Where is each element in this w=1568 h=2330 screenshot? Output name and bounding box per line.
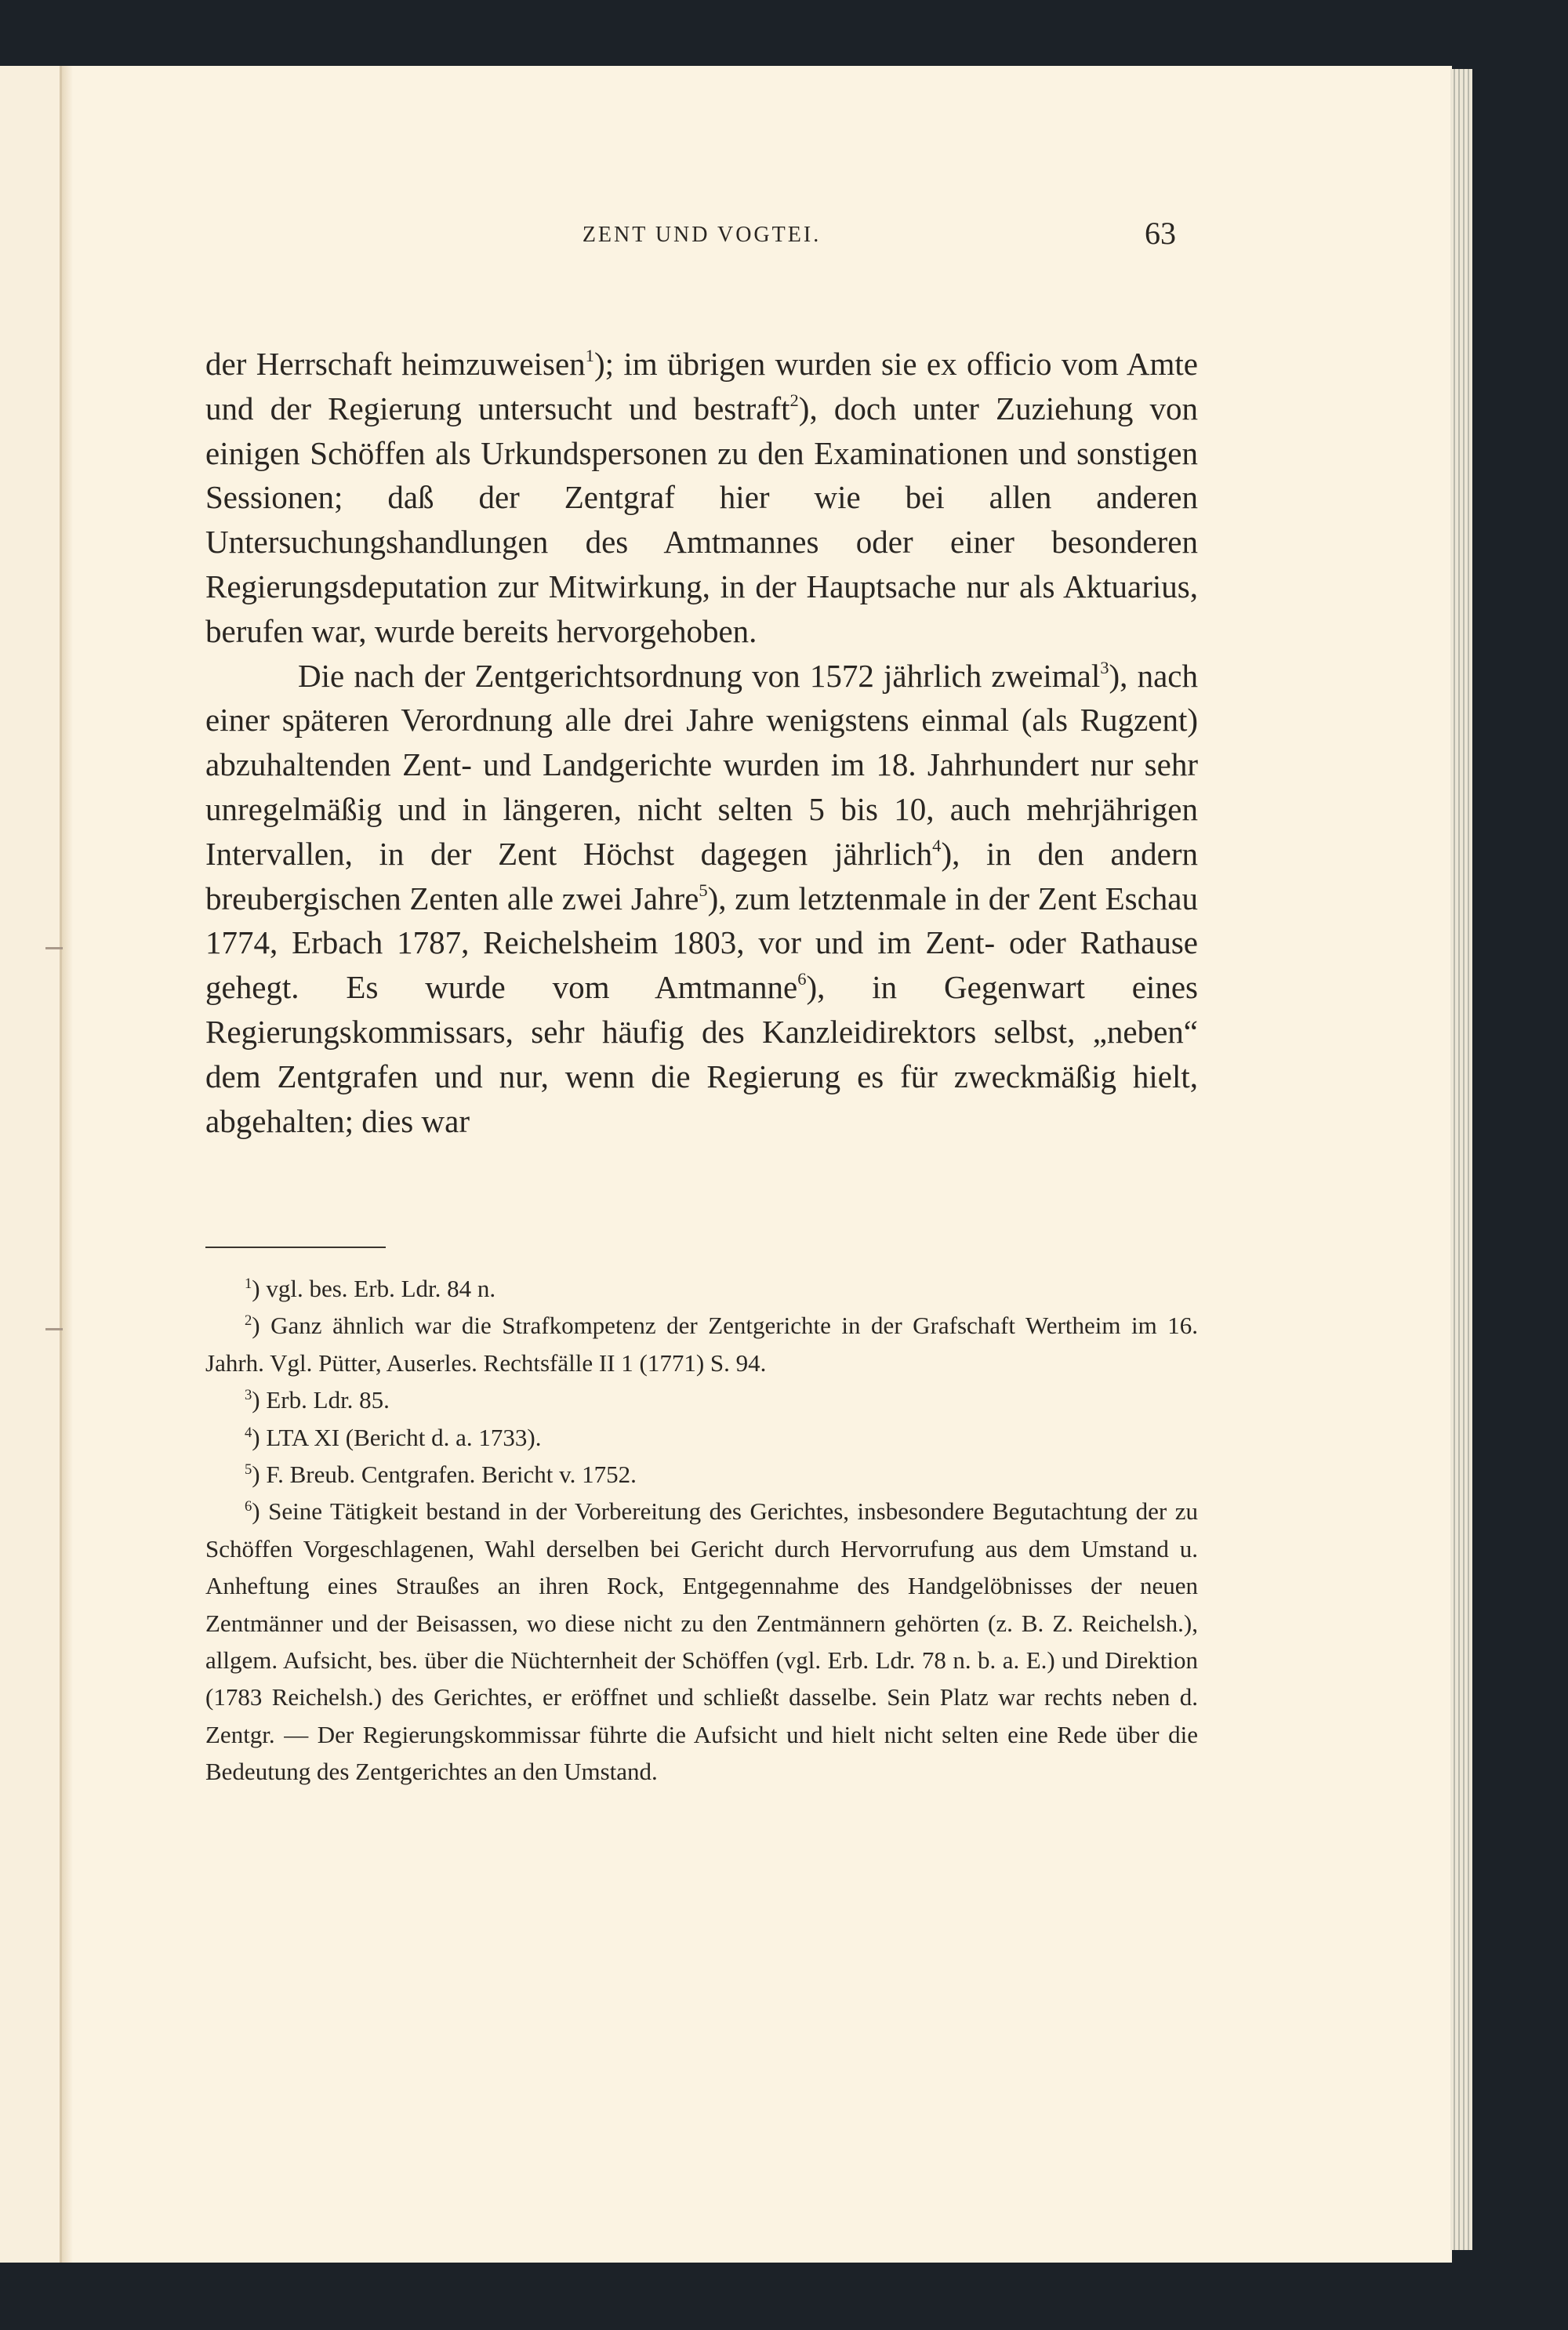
footnote-text: ) Seine Tätigkeit bestand in der Vorbereitung des Gerichtes, insbesondere Begutachtung der zu Schöffen Vorgeschlagenen, Wahl derselben bei Gericht durch Hervorrufung aus dem Umstand u. Anheftung eines Straußes an ihren Rock, Entgegennahme des Handgelöbnisses der neuen Zentmänner und der Beisassen, wo diese nicht zu den Zentmännern gehörten (z. B. Z. Reichelsh.), allgem. Aufsicht, bes. über die Nüchternheit der Schöffen (vgl. Erb. Ldr. 78 n. b. a. E.) und Direktion (1783 Reichelsh.) des Gerichtes, er eröffnet und schließt dasselbe. Sein Platz war rechts neben d. Zentgr. — Der Regierungskommissar führte die Aufsicht und hielt nicht selten eine Rede über die Bedeutung des Zentgerichtes an den Umstand.	[205, 1497, 1198, 1786]
footnote-3	[205, 1381, 1198, 1418]
footnote-ref-3[interactable]: 3	[1100, 657, 1109, 677]
footnote-text: ) vgl. bes. Erb. Ldr. 84 n.	[252, 1275, 496, 1302]
facing-page-edge	[0, 66, 62, 2263]
body-text	[205, 342, 1198, 1143]
footnote-mark: 6	[245, 1498, 252, 1515]
text-run: ), zum letztenmale in der Zent Eschau 1774, Erbach 1787, Reichelsheim 1803, vor und im Zent- oder Rathause gehegt. Es wurde vom Amtmanne	[205, 880, 1198, 1006]
footnote-mark: 1	[245, 1275, 252, 1292]
text-run: ), doch unter Zuziehung von einigen Schöffen als Urkundspersonen zu den Examinationen und sonstigen Sessionen; daß der Zentgraf hier wie bei allen anderen Untersuchungshandlungen des Amtmannes oder einer besonderen Regierungsdeputation zur Mitwirkung, in der Hauptsache nur als Aktuarius, berufen war, wurde bereits hervorgehoben.	[205, 390, 1198, 649]
text-run: der Herrschaft heimzuweisen	[205, 346, 586, 382]
binding-thread-mark	[45, 1328, 63, 1330]
footnote-6	[205, 1493, 1198, 1790]
footnote-text: ) Erb. Ldr. 85.	[252, 1386, 390, 1414]
footnote-ref-2[interactable]: 2	[789, 390, 799, 410]
footnote-text: ) LTA XI (Bericht d. a. 1733).	[252, 1423, 542, 1451]
text-run: Die nach der Zentgerichtsordnung von 1572 jährlich zweimal	[298, 657, 1101, 694]
stacked-page-edges	[1450, 69, 1472, 2250]
footnote-ref-6[interactable]: 6	[797, 969, 807, 989]
paragraph-1	[205, 342, 1198, 654]
footnote-mark: 2	[245, 1312, 252, 1330]
gutter-shadow	[62, 66, 73, 2263]
footnote-text: ) F. Breub. Centgrafen. Bericht v. 1752.	[252, 1461, 637, 1489]
footnote-ref-1[interactable]: 1	[585, 346, 594, 366]
text-run: ), in Gegenwart eines Regierungskommissars, sehr häufig des Kanzleidirektors selbst, „neben“ dem Zentgrafen und nur, wenn die Regierung es für zweckmäßig hielt, abgehalten; dies war	[205, 969, 1198, 1139]
paragraph-2	[205, 654, 1198, 1144]
footnote-4	[205, 1419, 1198, 1456]
footnotes	[205, 1270, 1198, 1791]
text-run: ), in den andern breubergischen Zenten alle zwei Jahre	[205, 835, 1198, 916]
text-run: ); im übrigen wurden sie ex officio vom Amte und der Regierung untersucht und bestraft	[205, 346, 1198, 426]
footnote-mark: 4	[245, 1424, 252, 1441]
footnote-mark: 3	[245, 1387, 252, 1404]
footnote-1	[205, 1270, 1198, 1307]
footnote-5	[205, 1456, 1198, 1493]
running-head-title: ZENT UND VOGTEI.	[582, 223, 822, 247]
text-run: ), nach einer späteren Verordnung alle drei Jahre wenigstens einmal (als Rugzent) abzuhaltenden Zent- und Landgerichte wurden im 18. Jahrhundert nur sehr unregelmäßig und in längeren, nicht selten 5 bis 10, auch mehrjährigen Intervallen, in der Zent Höchst dagegen jährlich	[205, 657, 1198, 872]
footnote-separator	[205, 1247, 386, 1248]
footnote-ref-4[interactable]: 4	[932, 835, 942, 855]
page-number: 63	[1145, 216, 1176, 251]
footnote-mark: 5	[245, 1461, 252, 1478]
footnote-text: ) Ganz ähnlich war die Strafkompetenz der Zentgerichte in der Grafschaft Wertheim im 16. Jahrh. Vgl. Pütter, Auserles. Rechtsfälle II 1 (1771) S. 94.	[205, 1312, 1198, 1377]
binding-thread-mark	[45, 947, 63, 949]
running-head	[204, 215, 1200, 254]
footnote-2	[205, 1307, 1198, 1381]
footnote-ref-5[interactable]: 5	[699, 880, 708, 900]
